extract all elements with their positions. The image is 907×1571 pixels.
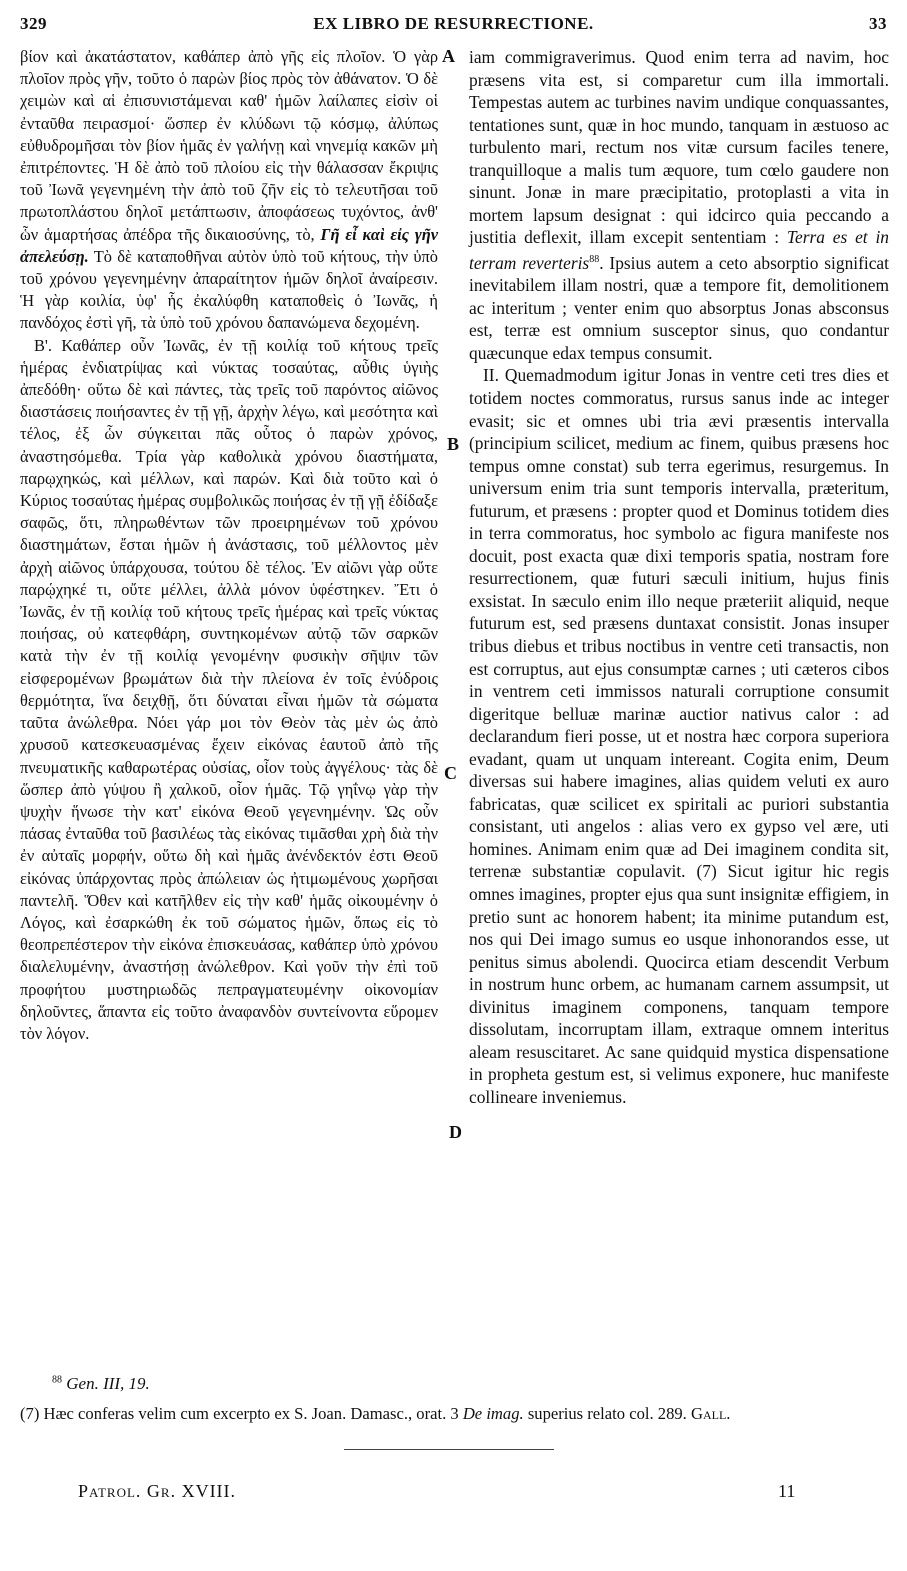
margin-marker-b: B <box>447 434 460 454</box>
latin-text: II. Quemadmodum igitur Jonas in ventre ceti tres dies et totidem noctes commoratus, rursus sanus inde ac integer evasit; sic et omnes ubi tria ævi præsentis intervalla (principium scilicet, medium ac finem, quibus præsens hoc tempus omne constat) sub terra egerimus, resurgemus. In universum enim tria sunt temporis intervalla, præteritum, futurum, et præsens : propter quod et Dominus totidem dies in terra commoratus, hoc symbolo ac figura manifeste nos docuit, post exacta quæ dixi temporis spatia, nostram fore resurrectionem, quæ futuri sæculi initium, hujus finis exsistat. In sæculo enim illo neque præteriit aliquid, neque futurum est, sed præsens duntaxat consistit. Jonas insuper tribus diebus et tribus noctibus in ventre ceti transactis, non est corruptus, aut ejus consumptæ carnes ; uti cæteros cibos in ventrem ceti immissos naturali corruptione consumit digeritque belluæ marinæ auctior nativus calor : ad declarandum fieri posse, ut et nostra hæc corpora superiora evadant, quam ut unquam intereant. Cogita enim, Deum diversas sui habere imagines, alias quidem veluti ex auro fabricatas, quæ scilicet ex spiritali ac puriori substantia consistant, uti angelos : alias vero ex gypso vel ære, uti homines. Animam enim quæ ad Dei imaginem condita sit, terrenæ substantiæ copulavit. (7) Sicut igitur hic regis omnes imagines, propter ejus qua sunt insignitæ effigiem, in pretio sunt ac honorem habent; ita minime putandum est, nos qui Dei imago sumus eo usque inhonorandos esse, ut penitus simus abolendi. Quocirca etiam descendit Verbum in nostrum hunc orbem, ac humanam carnem assumpsit, ut divinitus imaginem componens, tanquam tempore dissolutam, incorruptam illam, extraque omnem interitus aleam resuscitaret. Ac sane quidquid mystica dispensatione in propheta gestum est, si velimus exponere, huc manifeste collineare inveniemus. <box>469 365 889 1107</box>
latin-paragraph-1 <box>469 46 889 364</box>
editor-note-text: (7) Hæc conferas velim cum excerpto ex S. Joan. Damasc., orat. 3 <box>20 1404 459 1423</box>
editor-note-text: superius relato col. 289. <box>527 1404 687 1423</box>
footnote-ref[interactable]: 88 <box>589 253 600 265</box>
latin-column <box>469 46 889 1109</box>
page-number-left: 329 <box>20 14 47 33</box>
greek-paragraph-2 <box>20 335 438 1046</box>
greek-text: Τὸ δὲ καταποθῆναι αὐτὸν ὑπὸ τοῦ κήτους, τὴν ὑπὸ τοῦ χρόνου γεγενημένην ἀπαραίτητον ἡμῶν δηλοῖ ἀναίρεσιν. Ἡ γὰρ κοιλία, ὑφ' ἧς ἐκαλύφθη καταποθεὶς ὁ Ἰωνᾶς, ἡ πανδόχος ἐστὶ γῆ, τὰ ὑπὸ τοῦ χρόνου δαπανώμενα δεχομένη. <box>20 246 438 333</box>
editor-note-author: Gall. <box>690 1404 731 1423</box>
margin-marker-c: C <box>444 763 457 783</box>
footnote-88 <box>52 1374 150 1394</box>
footer-signature-number: 11 <box>778 1481 796 1501</box>
footnote-number: 88 <box>52 1374 62 1386</box>
latin-scripture-quote: Terra es et in terram reverteris <box>469 227 889 273</box>
running-title: EX LIBRO DE RESURRECTIONE. <box>313 14 594 33</box>
margin-marker-d: D <box>449 1122 462 1142</box>
greek-paragraph-1 <box>20 46 438 335</box>
footer-divider <box>344 1449 554 1450</box>
latin-paragraph-2 <box>469 364 889 1108</box>
running-header <box>20 14 887 38</box>
footnote-citation: Gen. III, 19. <box>66 1374 150 1393</box>
latin-text: . Ipsius autem a ceto absorptio significat inevitabilem illam nostri, quæ a tempore fit, demolitionem ac interitum ; venter enim quo absorptus Jonas absconsus est, terræ est omnium susceptor sinus, quo condantur quæcunque edax tempus consumit. <box>469 252 889 363</box>
greek-text: βίον καὶ ἀκατάστατον, καθάπερ ἀπὸ γῆς εἰς πλοῖον. Ὁ γὰρ πλοῖον πρὸς γῆν, τοῦτο ὁ παρὼν βίος πρὸς τὸν ἀθάνατον. Ὁ δὲ χειμὼν καὶ αἱ ἐπισυνιστάμεναι καθ' ἡμῶν λαίλαπες εἰσὶν οἱ ἐνταῦθα πειρασμοί· ὥσπερ ἐν κλύδωνι τῷ κόσμῳ, ἀλύπως εὐθυδρομῆσαι τὸν βίον ἡμᾶς ἐν γαλήνῃ καὶ νηνεμίᾳ κακῶν μὴ ἐπιτρέποντες. Ἡ δὲ ἀπὸ τοῦ πλοίου εἰς τὴν θάλασσαν ἔκριψις τοῦ Ἰωνᾶ γεγενημένη τὴν ἀπὸ τοῦ ζῆν εἰς τὸ τελευτῆσαι τοῦ πρωτοπλάστου δηλοῖ μετάπτωσιν, ἀποφάσεως τυχόντος, ἀνθ' ὧν ἁμαρτήσας ἀπέδρα τῆς δικαιοσύνης, τὸ, <box>20 47 438 244</box>
greek-text: Β'. Καθάπερ οὖν Ἰωνᾶς, ἐν τῇ κοιλίᾳ τοῦ κήτους τρεῖς ἡμέρας ἐνδιατρίψας καὶ νύκτας τοσαύτας, αὖθις ὑγιὴς ἀπεδόθη· οὕτω δὲ καὶ πάντες, τὰς τρεῖς τοῦ παρόντος αἰῶνος διαστάσεις ποιήσαντες ἐν τῇ γῇ, ἀρχὴν λέγω, καὶ μεσότητα καὶ τέλος, ἐξ ὧν σύγκειται πᾶς οὗτος ὁ παρὼν χρόνος, ἀναστησόμεθα. Τρία γὰρ καθολικὰ χρόνου διαστήματα, παρῳχηκώς, καὶ μέλλων, καὶ παρών. Καὶ διὰ τοῦτο καὶ ὁ Κύριος τοσαύτας ἡμέρας συμβολικῶς ποιήσας ἐν τῇ γῇ ἐδίδαξε σαφῶς, ὅτι, πληρωθέντων τῶν προειρημένων τοῦ χρόνου διαστημάτων, ἔσται ἡμῶν ἡ ἀνάστασις, τοῦ μέλλοντος μὲν ἀρχὴ αἰῶνος ὑπάρχουσα, τούτου δὲ τέλος. Ἐν αἰῶνι γὰρ οὔτε παρῴχηκέ τι, οὔτε μέλλει, ἀλλὰ μόνον ὑφέστηκεν. Ἔτι ὁ Ἰωνᾶς, ἐν τῇ κοιλίᾳ τοῦ κήτους τρεῖς ἡμέρας καὶ τρεῖς νύκτας ποιήσας, οὐ κατεφθάρη, συντηκομένων αὐτῷ τῶν σαρκῶν κατὰ τὴν ἐν τῇ κοιλίᾳ γενομένην φυσικὴν σῆψιν τῶν εἰσφερομένων βρωμάτων διὰ τὴν πλείονα ἐν τοῖς ἐνύδροις θερμότητα, ἵνα δειχθῇ, ὅτι δύναται εἶναι ἡμῶν τὰ σώματα ταῦτα ἀνώλεθρα. Νόει γάρ μοι τὸν Θεὸν τὰς μὲν ὡς ἀπὸ χρυσοῦ κατεσκευασμένας ἔχειν εἰκόνας ἑαυτοῦ ἀπὸ τῆς πνευματικῆς καθαρωτέρας οὐσίας, οἷον τοὺς ἀγγέλους· τὰς δὲ ὥσπερ ἀπὸ γύψου ἢ χαλκοῦ, οἷον ἡμᾶς. Τῷ γηΐνῳ γὰρ τὴν ψυχὴν ἥνωσε τὴν κατ' εἰκόνα Θεοῦ γεγενημένην. Ὡς οὖν πάσας ἐνταῦθα τοῦ βασιλέως τὰς εἰκόνας τιμᾶσθαι χρὴ διὰ τὴν ἐν αὐταῖς μορφήν, οὕτω δὴ καὶ ἡμᾶς ἀνένδεκτόν ἐστι Θεοῦ εἰκόνας ὑπάρχοντας πρὸς ἀπώλειαν ὡς ἠτιμωμένους χωρῆσαι παντελῆ. Ὅθεν καὶ κατῆλθεν εἰς τὴν καθ' ἡμᾶς οἰκουμένην ὁ Λόγος, καὶ ἐσαρκώθη ἐκ τοῦ σώματος ἡμῶν, ὅπως εἰς τὸ θεοπρεπέστερον τὴν εἰκόνα ἐπισκευάσας, καθάπερ ὑπὸ χρόνου διαλελυμένην, ἀναστήσῃ ἀνώλεθρον. Καὶ γοῦν τὴν ἐπὶ τοῦ προφήτου μυστηριωδῶς πεπραγματευμένην οἰκονομίαν δηλοῦντες, ἅπαντα εἰς τοῦτο ἀναφανδὸν συντείνοντα εὕρομεν τὸν λόγον. <box>20 335 438 1043</box>
page-number-right: 33 <box>869 14 887 33</box>
margin-marker-a: A <box>442 46 455 66</box>
greek-scripture-quote: Γῆ εἶ καὶ εἰς γῆν ἀπελεύσῃ. <box>20 224 438 266</box>
editor-note-title: De imag. <box>462 1404 524 1423</box>
editor-note <box>20 1404 888 1424</box>
footer-series: Patrol. Gr. XVIII. <box>78 1481 237 1501</box>
greek-column <box>20 46 438 1045</box>
latin-text: iam commigraverimus. Quod enim terra ad navim, hoc præsens vita est, si comparetur cum illa immortali. Tempestas autem ac turbines navim undique conquassantes, tentationes sunt, quæ in hoc mundo, tanquam in æstuoso ac turbulento mari, rectum nos vitæ cursum faciles tenere, tranquilloque a malis tum æquore, tum cœlo gaudere non sinunt. Jonæ in mare præcipitatio, protoplasti a vita in mortem lapsum designat : qui idcirco quia peccando a justitia deflexit, illam excepit sententiam : <box>469 47 889 248</box>
